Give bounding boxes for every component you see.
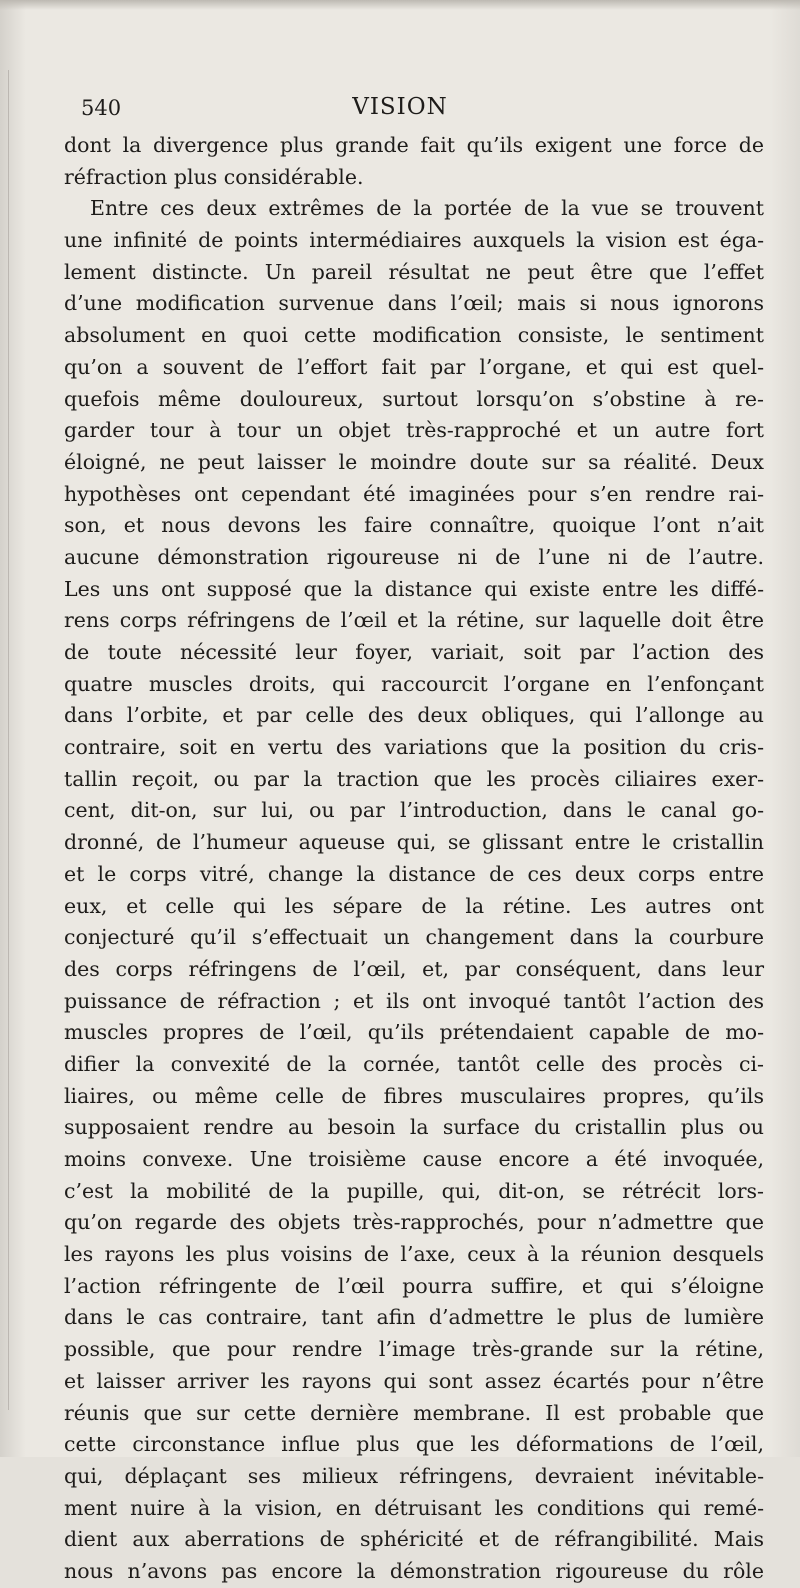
- text-line: réunis que sur cette dernière membrane. Il est probable que: [64, 1400, 764, 1425]
- text-line: de toute nécessité leur foyer, variait, soit par l’action des: [64, 640, 764, 664]
- text-line: c’est la mobilité de la pupille, qui, dit-on, se rétrécit lors-: [64, 1178, 764, 1203]
- text-line: des corps réfringens de l’œil, et, par conséquent, dans leur: [64, 956, 764, 981]
- text-line: dont la divergence plus grande fait qu’ils exigent une force de: [64, 133, 764, 157]
- text-line: rens corps réfringens de l’œil et la rétine, sur laquelle doit être: [64, 608, 764, 633]
- text-line: cette circonstance influe plus que les déformations de l’œil,: [64, 1432, 764, 1457]
- page-top-shadow: [0, 0, 800, 10]
- text-line: dans l’orbite, et par celle des deux obliques, qui l’allonge au: [64, 703, 764, 728]
- text-line: nous n’avons pas encore la démonstration rigoureuse du rôle: [64, 1558, 764, 1583]
- text-line: puissance de réfraction ; et ils ont invoqué tantôt l’action des: [64, 988, 764, 1013]
- text-line: et le corps vitré, change la distance de ces deux corps entre: [64, 861, 764, 886]
- text-line: eux, et celle qui les sépare de la rétine. Les autres ont: [64, 893, 764, 918]
- text-line: garder tour à tour un objet très-rapproché et un autre fort: [64, 418, 764, 443]
- text-line: lement distincte. Un pareil résultat ne peut être que l’effet: [64, 259, 764, 284]
- text-line: contraire, soit en vertu des variations que la position du cris-: [64, 735, 764, 760]
- text-line: qu’on a souvent de l’effort fait par l’organe, et qui est quel-: [64, 354, 764, 379]
- text-line: dans le cas contraire, tant afin d’admettre le plus de lumière: [64, 1305, 764, 1330]
- text-line: d’une modification survenue dans l’œil; mais si nous ignorons: [64, 291, 764, 316]
- text-line: et laisser arriver les rayons qui sont assez écartés pour n’être: [64, 1368, 764, 1393]
- text-line: son, et nous devons les faire connaître, quoique l’ont n’ait: [64, 513, 764, 538]
- text-line: l’action réfringente de l’œil pourra suffire, et qui s’éloigne: [64, 1273, 764, 1298]
- text-line: les rayons les plus voisins de l’axe, ceux à la réunion desquels: [64, 1242, 764, 1267]
- text-line: possible, que pour rendre l’image très-grande sur la rétine,: [64, 1337, 764, 1362]
- text-line: dronné, de l’humeur aqueuse qui, se glissant entre le cristallin: [64, 830, 764, 855]
- page-number: 540: [81, 96, 122, 120]
- text-line: Entre ces deux extrêmes de la portée de la vue se trouvent: [90, 196, 764, 221]
- text-line: Les uns ont supposé que la distance qui existe entre les diffé-: [64, 576, 764, 601]
- text-line: hypothèses ont cependant été imaginées pour s’en rendre rai-: [64, 481, 764, 506]
- text-line: muscles propres de l’œil, qu’ils prétendaient capable de mo-: [64, 1020, 764, 1045]
- text-line: moins convexe. Une troisième cause encore a été invoquée,: [64, 1147, 764, 1171]
- text-line: une infinité de points intermédiaires auxquels la vision est éga-: [64, 228, 764, 253]
- text-line: conjecturé qu’il s’effectuait un changement dans la courbure: [64, 925, 764, 950]
- page-header: [0, 96, 800, 126]
- text-line: tallin reçoit, ou par la traction que les procès ciliaires exer-: [64, 766, 764, 791]
- text-line: quatre muscles droits, qui raccourcit l’organe en l’enfonçant: [64, 671, 764, 696]
- text-line: ment nuire à la vision, en détruisant les conditions qui remé-: [64, 1495, 764, 1520]
- text-line: qu’on regarde des objets très-rapprochés, pour n’admettre que: [64, 1210, 764, 1235]
- text-line: dient aux aberrations de sphéricité et de réfrangibilité. Mais: [64, 1527, 764, 1552]
- text-line: supposaient rendre au besoin la surface du cristallin plus ou: [64, 1115, 764, 1140]
- running-title: VISION: [352, 94, 448, 120]
- text-line: réfraction plus considérable.: [64, 164, 364, 189]
- text-line: cent, dit-on, sur lui, ou par l’introduction, dans le canal go-: [64, 798, 764, 823]
- text-line: aucune démonstration rigoureuse ni de l’une ni de l’autre.: [64, 544, 764, 569]
- body-text: [64, 130, 764, 1588]
- text-line: éloigné, ne peut laisser le moindre doute sur sa réalité. Deux: [64, 449, 764, 474]
- text-line: liaires, ou même celle de fibres musculaires propres, qu’ils: [64, 1083, 764, 1108]
- text-line: absolument en quoi cette modification consiste, le sentiment: [64, 323, 764, 348]
- binding-edge: [8, 70, 9, 1410]
- text-line: quefois même douloureux, surtout lorsqu’on s’obstine à re-: [64, 386, 764, 411]
- text-line: qui, déplaçant ses milieux réfringens, devraient inévitable-: [64, 1463, 764, 1488]
- text-line: difier la convexité de la cornée, tantôt celle des procès ci-: [64, 1051, 764, 1076]
